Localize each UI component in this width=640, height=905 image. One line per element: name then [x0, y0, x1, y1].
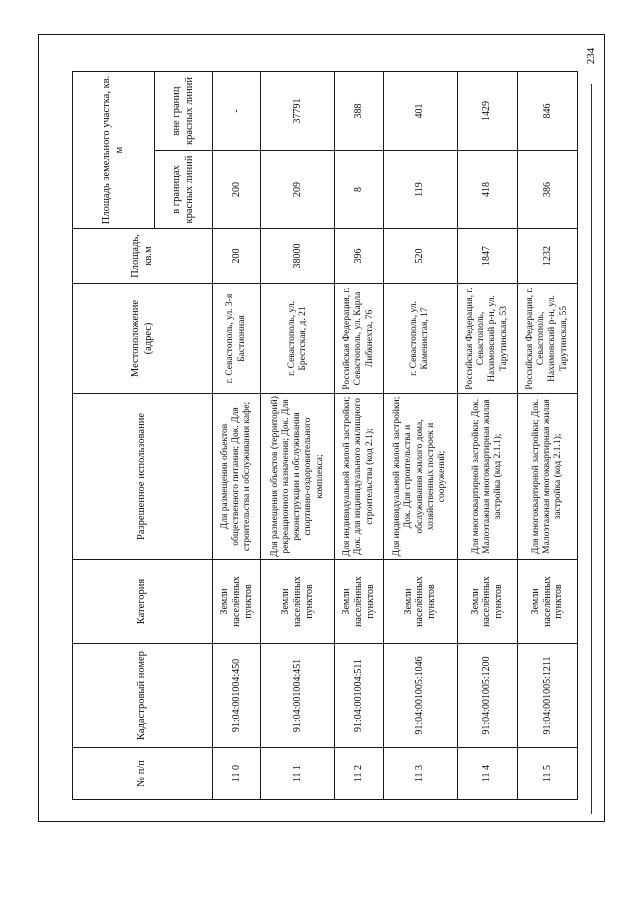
cell-location: Российская Федерация, г. Севастополь, ул. Карла Либкнехта, 76	[335, 284, 383, 394]
cell-location: г. Севастополь, ул. Каменистая, 17	[383, 284, 457, 394]
table-row	[261, 71, 335, 799]
cell-within: 209	[261, 151, 335, 229]
header-num: № п/п	[73, 748, 213, 800]
land-plots-table	[72, 71, 578, 800]
header-plot-area: Площадь земельного участка, кв. м	[73, 71, 155, 228]
cell-area: 1847	[457, 229, 517, 284]
cell-cadastral: 91:04:001004:451	[261, 644, 335, 748]
cell-outside: 846	[517, 71, 577, 150]
table-row	[457, 71, 517, 799]
cell-within: 418	[457, 151, 517, 229]
cell-usage: Для размещения объектов (территорий) рекреационного назначения; Док. Для реконструкции и обслуживания спортивно-оздоровительного комплекса;	[261, 394, 335, 560]
page-number: 234	[585, 47, 597, 65]
cell-usage: Для многоквартирной застройки; Док. Малоэтажная многоквартирная жилая застройка (код 2.1.1);	[517, 394, 577, 560]
cell-category: Земли населённых пунктов	[213, 560, 261, 644]
cell-location: Российская Федерация, г. Севастополь, Нахимовский р-н, ул. Тарутинская, 55	[517, 284, 577, 394]
cell-category: Земли населённых пунктов	[383, 560, 457, 644]
cell-num: 11 1	[261, 748, 335, 800]
cell-usage: Для многоквартирной застройки; Док. Малоэтажная многоквартирная жилая застройка (код 2.1.1);	[457, 394, 517, 560]
cell-cadastral: 91:04:001004:511	[335, 644, 383, 748]
header-cadastral: Кадастровый номер	[73, 644, 213, 748]
cell-category: Земли населённых пунктов	[457, 560, 517, 644]
header-usage: Разрешенное использование	[73, 394, 213, 560]
cell-usage: Для индивидуальной жилой застройки; Док. Для строительства и обслуживания жилого дома, хозяйственных построек и сооружений;	[383, 394, 457, 560]
cell-num: 11 3	[383, 748, 457, 800]
header-within-red-lines: в границах красных линий	[155, 151, 213, 229]
cell-within: 8	[335, 151, 383, 229]
rotated-table-area	[72, 72, 578, 800]
cell-within: 200	[213, 151, 261, 229]
table-row	[213, 71, 261, 799]
header-location: Местоположение (адрес)	[73, 284, 213, 394]
header-category: Категория	[73, 560, 213, 644]
cell-num: 11 2	[335, 748, 383, 800]
cell-category: Земли населённых пунктов	[517, 560, 577, 644]
cell-category: Земли населённых пунктов	[261, 560, 335, 644]
cell-area: 38000	[261, 229, 335, 284]
cell-num: 11 4	[457, 748, 517, 800]
cell-num: 11 5	[517, 748, 577, 800]
cell-area: 520	[383, 229, 457, 284]
cell-within: 119	[383, 151, 457, 229]
page-divider-line	[591, 84, 592, 814]
cell-num: 11 0	[213, 748, 261, 800]
cell-area: 396	[335, 229, 383, 284]
cell-outside: 1429	[457, 71, 517, 150]
cell-area: 1232	[517, 229, 577, 284]
cell-usage: Для размещения объектов общественного питания; Док. Для строительства и обслуживания кафе;	[213, 394, 261, 560]
cell-cadastral: 91:04:001005:1211	[517, 644, 577, 748]
table-row	[517, 71, 577, 799]
cell-cadastral: 91:04:001005:1200	[457, 644, 517, 748]
cell-outside: -	[213, 71, 261, 150]
table-row	[383, 71, 457, 799]
cell-location: Российская Федерация, г. Севастополь, Нахимовский р-н, ул. Тарутинская, 53	[457, 284, 517, 394]
cell-outside: 388	[335, 71, 383, 150]
header-area: Площадь, кв.м	[73, 229, 213, 284]
header-outside-red-lines: вне границ красных линий	[155, 71, 213, 150]
cell-category: Земли населённых пунктов	[335, 560, 383, 644]
cell-cadastral: 91:04:001005:1046	[383, 644, 457, 748]
cell-within: 386	[517, 151, 577, 229]
cell-location: г. Севастополь, ул. Брестская, д. 21	[261, 284, 335, 394]
cell-usage: Для индивидуальной жилой застройки; Док. для индивидуального жилищного строительства (код 2.1);	[335, 394, 383, 560]
cell-cadastral: 91:04:001004:450	[213, 644, 261, 748]
cell-area: 200	[213, 229, 261, 284]
cell-outside: 37791	[261, 71, 335, 150]
table-row	[335, 71, 383, 799]
cell-location: г. Севастополь, ул. 3-я Бастионная	[213, 284, 261, 394]
cell-outside: 401	[383, 71, 457, 150]
rotated-table-container	[72, 72, 578, 800]
